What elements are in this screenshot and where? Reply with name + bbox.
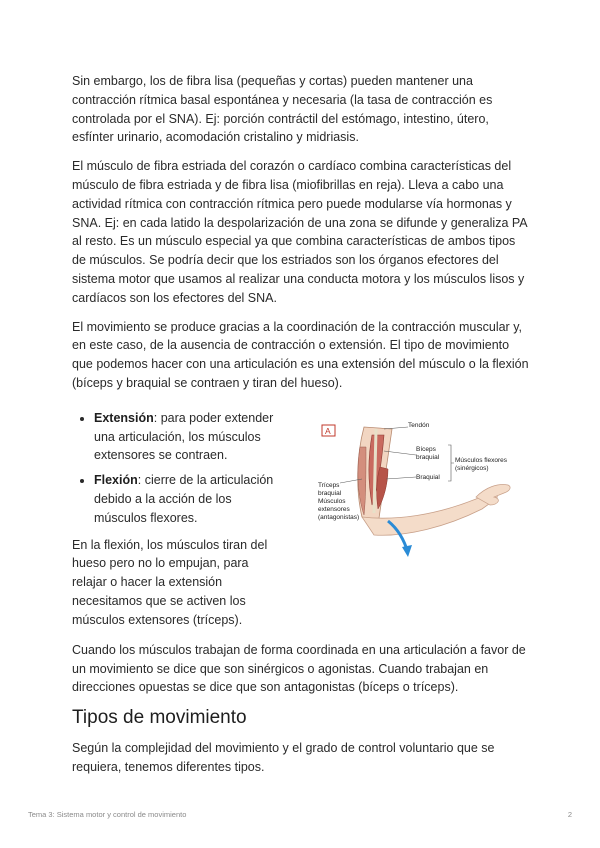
paragraph-tipos: Según la complejidad del movimiento y el grado de control voluntario que se requiera, tenemos diferentes tipos. [72,741,495,774]
label-flexores-2: (sinérgicos) [455,464,489,472]
paragraph-flexion: En la flexión, los músculos tiran del hueso pero no lo empujan, para relajar o hacer la extensión necesitamos que se activen los músculos extensores (tríceps). [72,537,268,627]
label-biceps: Bíceps [416,445,436,453]
label-extensores-1: Músculos [318,497,346,505]
page-footer [28,810,572,819]
term-flexion: Flexión [94,473,138,488]
label-flexores-1: Músculos flexores [455,456,508,464]
flexion-extension-section [72,409,530,641]
arm-muscles-figure [316,417,536,557]
label-extensores-3: (antagonistas) [318,513,360,521]
bullet-list [72,409,284,528]
text-flexion: : cierre de la articulación debido a la acción de los músculos flexores. [94,473,274,525]
label-triceps-1: Tríceps [318,481,340,489]
list-item-flexion [94,471,284,527]
text-extension: : para poder extender una articulación, los músculos extensores se contraen. [94,410,274,463]
paragraph-sinergicos: Cuando los músculos trabajan de forma coordinada en una articulación a favor de un movimiento se dice que son sinérgicos o agonistas. Cuando trabajan en direcciones opuestas se dice que son antagonistas (bíceps o tríceps). [72,642,526,695]
humerus-bone [374,429,376,513]
paragraph-movimiento: El movimiento se produce gracias a la coordinación de la contracción muscular y, en este caso, de la ausencia de contracción o extensión. El tipo de movimiento que podemos hacer con una articulación es una extensión del músculo o la flexión (bíceps y braquial se contraen y tiran del hueso). [72,319,529,390]
label-braquial: Braquial [416,473,440,481]
list-item-extension [94,409,284,465]
footer-title: Tema 3: Sistema motor y control de movimiento [28,810,187,819]
left-column [72,409,284,640]
paragraph-fibra-lisa: Sin embargo, los de fibra lisa (pequeñas y cortas) pueden mantener una contracción rítmica basal espontánea y necesaria (la tasa de contracción es controlada por el SNA). Ej: porción contráctil del estómago, intestino, útero, esfínter urinario, acomodación cristalino y midriasis. [72,74,493,145]
paragraph-cardiaco: El músculo de fibra estriada del corazón o cardíaco combina características del músculo de fibra estriada y de fibra lisa (miofibrillas en reja). Lleva a cabo una actividad rítmica con contracción rítmica pero puede modularse vía hormonas y SNA. Ej: en cada latido la despolarización de una zona se difunde y generaliza PA al resto. Es un músculo especial ya que combina características de ambos tipos de músculos. Se podría decir que los estriados son los órganos efectores del sistema motor que usamos al realizar una conducta motora y los músculos lisos y cardíacos son los efectores del SNA. [72,159,527,305]
label-extensores-2: extensores [318,505,350,513]
section-heading: Tipos de movimiento [72,707,247,729]
label-tendon: Tendón [408,421,430,429]
panel-label: A [325,425,331,436]
label-triceps-2: braquial [318,489,342,497]
label-braquial-top: braquial [416,453,440,461]
page-content [72,72,530,787]
page-number: 2 [567,810,572,819]
term-extension: Extensión [94,410,154,425]
